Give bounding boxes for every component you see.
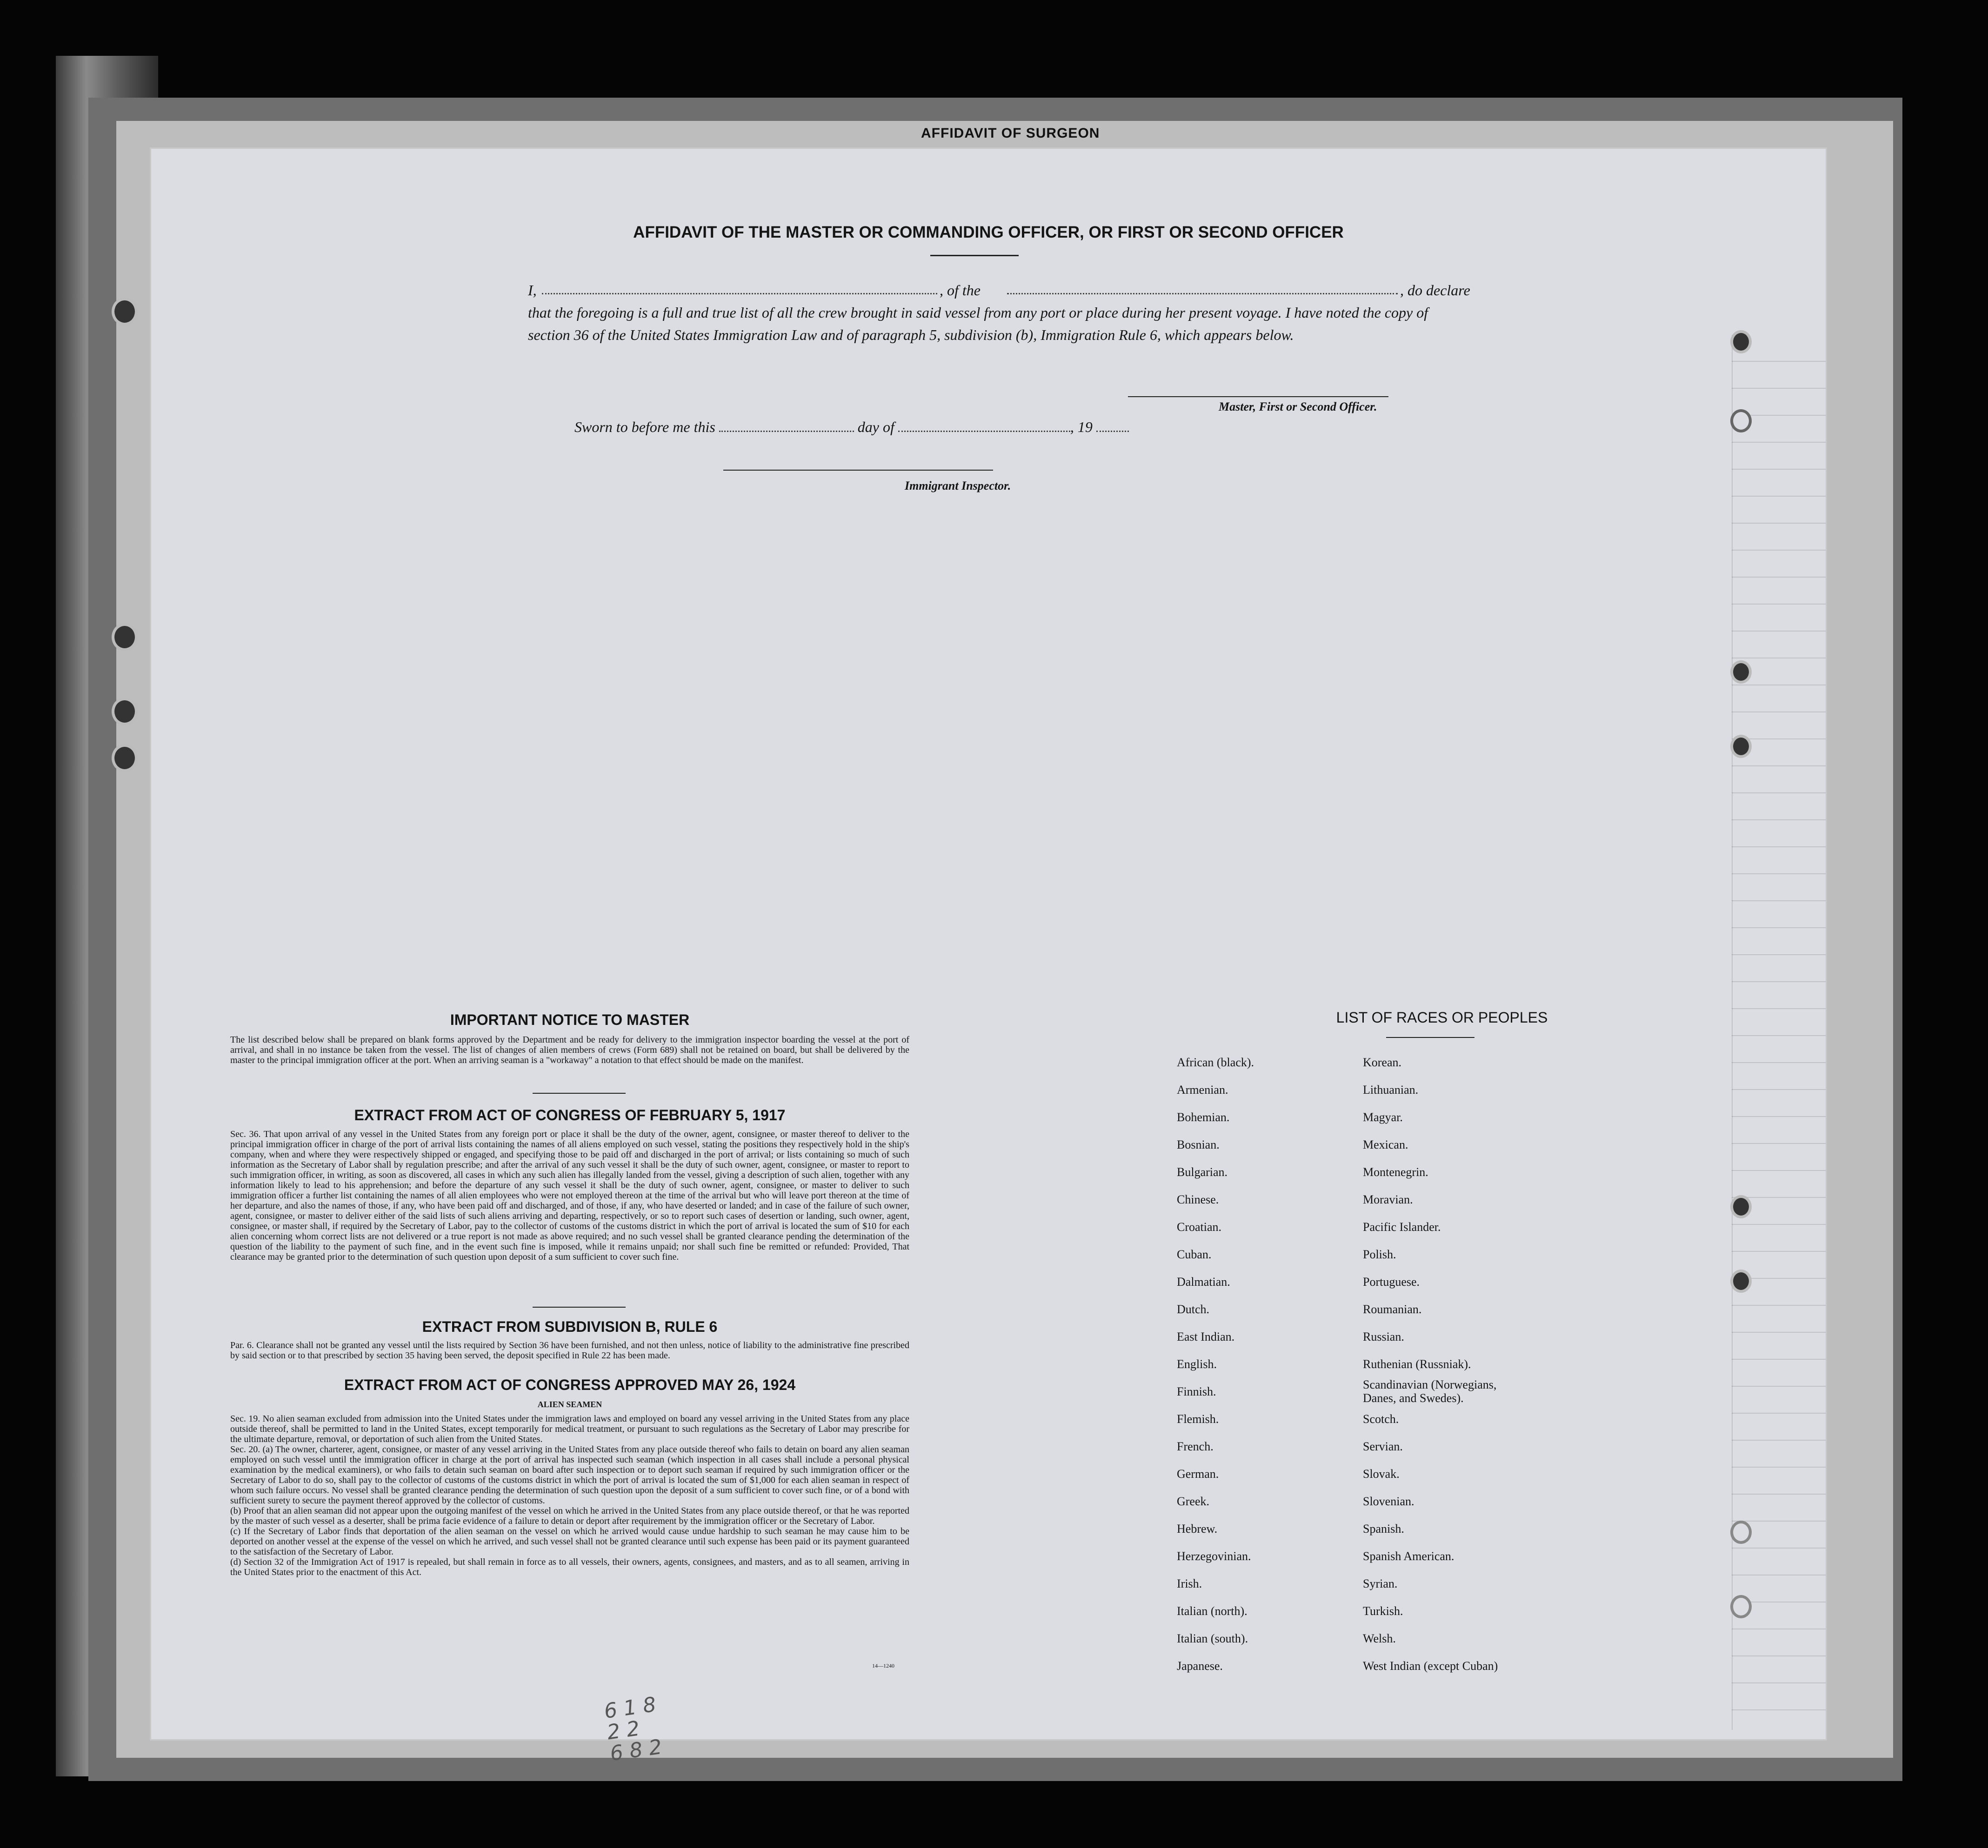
binder-hole-icon [112,698,138,725]
races-title: LIST OF RACES OR PEOPLES [1336,1009,1548,1026]
extract-1917-title: EXTRACT FROM ACT OF CONGRESS OF FEBRUARY 5, 1917 [354,1107,786,1123]
race-item: Moravian. [1363,1193,1413,1206]
race-item: West Indian (except Cuban) [1363,1659,1498,1673]
extract-1924-subtitle: ALIEN SEAMEN [537,1400,602,1409]
section-divider [533,1307,626,1308]
binder-hole-icon [1730,1195,1752,1218]
of-the-label: , of the [940,282,981,299]
race-item: Armenian. [1177,1083,1228,1097]
race-item: Hebrew. [1177,1522,1218,1536]
extract-1924-text [230,1414,909,1577]
race-item: Ruthenian (Russniak). [1363,1357,1471,1371]
race-item: Welsh. [1363,1632,1396,1645]
sworn-year-field[interactable] [1096,431,1129,432]
sworn-day-field[interactable] [719,431,854,432]
name-field[interactable] [542,293,937,294]
affidavit-title: AFFIDAVIT OF THE MASTER OR COMMANDING OFFICER, OR FIRST OR SECOND OFFICER [633,223,1344,241]
race-item: Syrian. [1363,1577,1398,1590]
race-item: Magyar. [1363,1110,1403,1124]
document-page [151,149,1826,1766]
section-divider [533,1093,626,1094]
extract-1924-paragraph: Sec. 20. (a) The owner, charterer, agent, consignee, or master of any vessel arriving in the United States from any place outside thereof who fails to detain on board any alien seaman employed on such vessel until the immigration officer in charge at the port of arrival has inspected such seaman (which inspection in all cases shall include a personal physical examination by the medical examiners), or who fails to detain such seaman on board after such inspection or to deport such seaman if required by such immigration officer or the Secretary of Labor to do so, shall pay to the collector of customs of the customs district in which the port of arrival is located the sum of $1,000 for each alien seaman in respect of whom such failure occurs. No vessel shall be granted clearance pending the determination of such question upon the deposit of a sum sufficient to cover such fine, or of a bond with sufficient surety to secure the payment thereof approved by the collector of customs. [230,1444,909,1506]
binder-hole-icon [1730,1521,1752,1544]
race-item: Montenegrin. [1363,1165,1428,1179]
race-item: Herzegovinian. [1177,1549,1251,1563]
vessel-field[interactable] [1007,293,1398,294]
title-rule [930,255,1019,256]
race-item: German. [1177,1467,1219,1481]
sworn-month-field[interactable] [898,431,1070,432]
race-item: Dalmatian. [1177,1275,1230,1289]
extract-rule6-text: Par. 6. Clearance shall not be granted any vessel until the lists required by Section 36 have been furnished, and not then unless, notice of liability to the administrative fine prescribed by said section or to that prescribed by section 35 having been served, the deposit specified in Rule 22 has been made. [230,1340,909,1361]
race-item: Turkish. [1363,1604,1403,1618]
race-item: Mexican. [1363,1138,1408,1151]
binder-hole-icon [1730,1270,1752,1293]
day-of-label: day of [857,419,894,435]
declaration-body: that the foregoing is a full and true list of all the crew brought in said vessel from any port or place during her present voyage. I have noted the copy of section 36 of the United States Immigration Law and of paragraph 5, subdivision (b), Immigration Rule 6, which appears below. [528,304,1428,343]
race-item: Russian. [1363,1330,1404,1343]
binder-hole-icon [1730,735,1752,758]
binder-hole-icon [1730,1595,1752,1618]
race-item: Slovenian. [1363,1495,1414,1508]
race-item: Korean. [1363,1056,1402,1069]
race-item: Italian (south). [1177,1632,1248,1645]
race-item: Scotch. [1363,1412,1399,1426]
race-item: Croatian. [1177,1220,1222,1234]
sworn-label: Sworn to before me this [574,419,715,435]
binder-hole-icon [112,623,138,651]
binder-hole-icon [1730,330,1752,353]
sworn-line [574,419,1129,436]
form-number: 14—1240 [872,1662,894,1669]
underlying-ruled-sheet [1732,335,1826,1730]
inspector-label: Immigrant Inspector. [905,479,1011,492]
race-item: Bulgarian. [1177,1165,1228,1179]
binder-hole-icon [1730,660,1752,684]
race-item: Bosnian. [1177,1138,1220,1151]
race-item: Polish. [1363,1248,1396,1261]
race-item: Scandinavian (Norwegians, Danes, and Swedes). [1363,1378,1497,1405]
binder-hole-icon [112,298,138,326]
notice-text: The list described below shall be prepared on blank forms approved by the Department and be ready for delivery to the immigration inspector boarding the vessel at the port of arrival, and shall in no instance be taken from the vessel. The list of changes of alien members of crews (Form 689) shall not be retained on board, but shall be delivered by the master to the principal immigration officer at the port. When an arriving seaman is a "workaway" a notation to that effect should be made on the manifest. [230,1035,909,1065]
race-item: English. [1177,1357,1217,1371]
races-title-rule [1386,1037,1474,1038]
declaration-block [528,279,1584,346]
race-item: Dutch. [1177,1303,1210,1316]
race-item: Portuguese. [1363,1275,1420,1289]
master-signature-label: Master, First or Second Officer. [1219,400,1377,413]
race-item: African (black). [1177,1056,1254,1069]
handwritten-note: 6 1 8 2 2 6 8 2 [602,1692,664,1766]
binder-hole-icon [112,744,138,772]
header-strip-label: AFFIDAVIT OF SURGEON [921,126,1100,141]
master-signature-line[interactable] [1128,396,1388,397]
do-declare-label: , do declare [1400,282,1470,299]
race-item: Lithuanian. [1363,1083,1419,1097]
race-item: French. [1177,1440,1214,1453]
races-column-1 [1177,1049,1254,1680]
race-item: Servian. [1363,1440,1403,1453]
race-item: Spanish American. [1363,1549,1454,1563]
race-item: Cuban. [1177,1248,1212,1261]
extract-1924-paragraph: (b) Proof that an alien seaman did not appear upon the outgoing manifest of the vessel on which he arrived in the United States from any place outside thereof, or that he was reported by the master of such vessel as a deserter, shall be prima facie evidence of a failure to detain or deport after requirement by the immigration officer or the Secretary of Labor. [230,1506,909,1526]
race-item: Chinese. [1177,1193,1219,1206]
extract-1917-text: Sec. 36. That upon arrival of any vessel in the United States from any foreign port or place it shall be the duty of the owner, agent, consignee, or master thereof to deliver to the principal immigration officer in charge of the port of arrival lists containing the names of all aliens employed on such vessel, stating the positions they respectively hold in the ship's company, when and where they were respectively shipped or engaged, and specifying those to be paid off and discharged in the port of arrival; or lists containing so much of such information as the Secretary of Labor shall by regulation prescribe; and after the arrival of any such vessel it shall be the duty of such owner, agent, consignee, or master to report to such immigration officer, in writing, as soon as discovered, all cases in which any such alien has illegally landed from the vessel, giving a description of such alien, together with any information likely to lead to his apprehension; and before the departure of any such vessel it shall be the duty of such owner, agent, consignee, or master to deliver to such immigration officer a further list containing the names of all alien employees who were not employed thereon at the time of the arrival but who will leave port thereon at the time of her departure, and also the names of those, if any, who have been paid off and discharged, and of those, if any, who have deserted or landed; and in case of the failure of such owner, agent, consignee, or master to deliver either of the said lists of such aliens arriving and departing, respectively, or so to report such cases of desertion or landing, such owner, agent, consignee, or master shall, if required by the Secretary of Labor, pay to the collector of customs of the customs district in which the port of arrival is located the sum of $10 for each alien concerning whom correct lists are not delivered or a true report is not made as above required; and no such vessel shall be granted clearance pending the determination of the question of the liability to the payment of such fine, and in the event such fine is imposed, while it remains unpaid; nor shall such fine be remitted or refunded: Provided, That clearance may be granted prior to the determination of such question upon deposit of a sum sufficient to cover such fine. [230,1129,909,1262]
race-item: Irish. [1177,1577,1202,1590]
binder-hole-icon [1730,409,1752,432]
races-column-2 [1363,1049,1530,1680]
race-item: Bohemian. [1177,1110,1230,1124]
extract-rule6-title: EXTRACT FROM SUBDIVISION B, RULE 6 [422,1318,718,1335]
inspector-signature-line[interactable] [723,470,993,471]
race-item: Finnish. [1177,1385,1216,1398]
declaration-line [528,279,1584,301]
race-item: Slovak. [1363,1467,1400,1481]
extract-1924-title: EXTRACT FROM ACT OF CONGRESS APPROVED MAY 26, 1924 [344,1376,796,1393]
i-label: I, [528,282,537,299]
extract-1924-paragraph: (d) Section 32 of the Immigration Act of 1917 is repealed, but shall remain in force as to all vessels, their owners, agents, consignees, and masters, and as to all seamen, arriving in the United States prior to the enactment of this Act. [230,1557,909,1577]
extract-1924-paragraph: Sec. 19. No alien seaman excluded from admission into the United States under the immigration laws and employed on board any vessel arriving in the United States from any place outside thereof, shall be permitted to land in the United States, except temporarily for medical treatment, or pursuant to such regulations as the Secretary of Labor may prescribe for the ultimate departure, removal, or deportation of such alien from the United States. [230,1414,909,1444]
extract-1924-paragraph: (c) If the Secretary of Labor finds that deportation of the alien seaman on the vessel on which he arrived would cause undue hardship to such seaman he may cause him to be deported on another vessel at the expense of the vessel on which he arrived, and such vessel shall not be granted clearance until such expense has been paid or its payment guaranteed to the satisfaction of the Secretary of Labor. [230,1526,909,1557]
race-item: Pacific Islander. [1363,1220,1441,1234]
year-label: , 19 [1070,419,1093,435]
race-item: Flemish. [1177,1412,1219,1426]
race-item: Japanese. [1177,1659,1223,1673]
race-item: East Indian. [1177,1330,1235,1343]
race-item: Italian (north). [1177,1604,1248,1618]
race-item: Spanish. [1363,1522,1404,1536]
notice-title: IMPORTANT NOTICE TO MASTER [450,1011,690,1028]
race-item: Greek. [1177,1495,1210,1508]
race-item: Roumanian. [1363,1303,1422,1316]
